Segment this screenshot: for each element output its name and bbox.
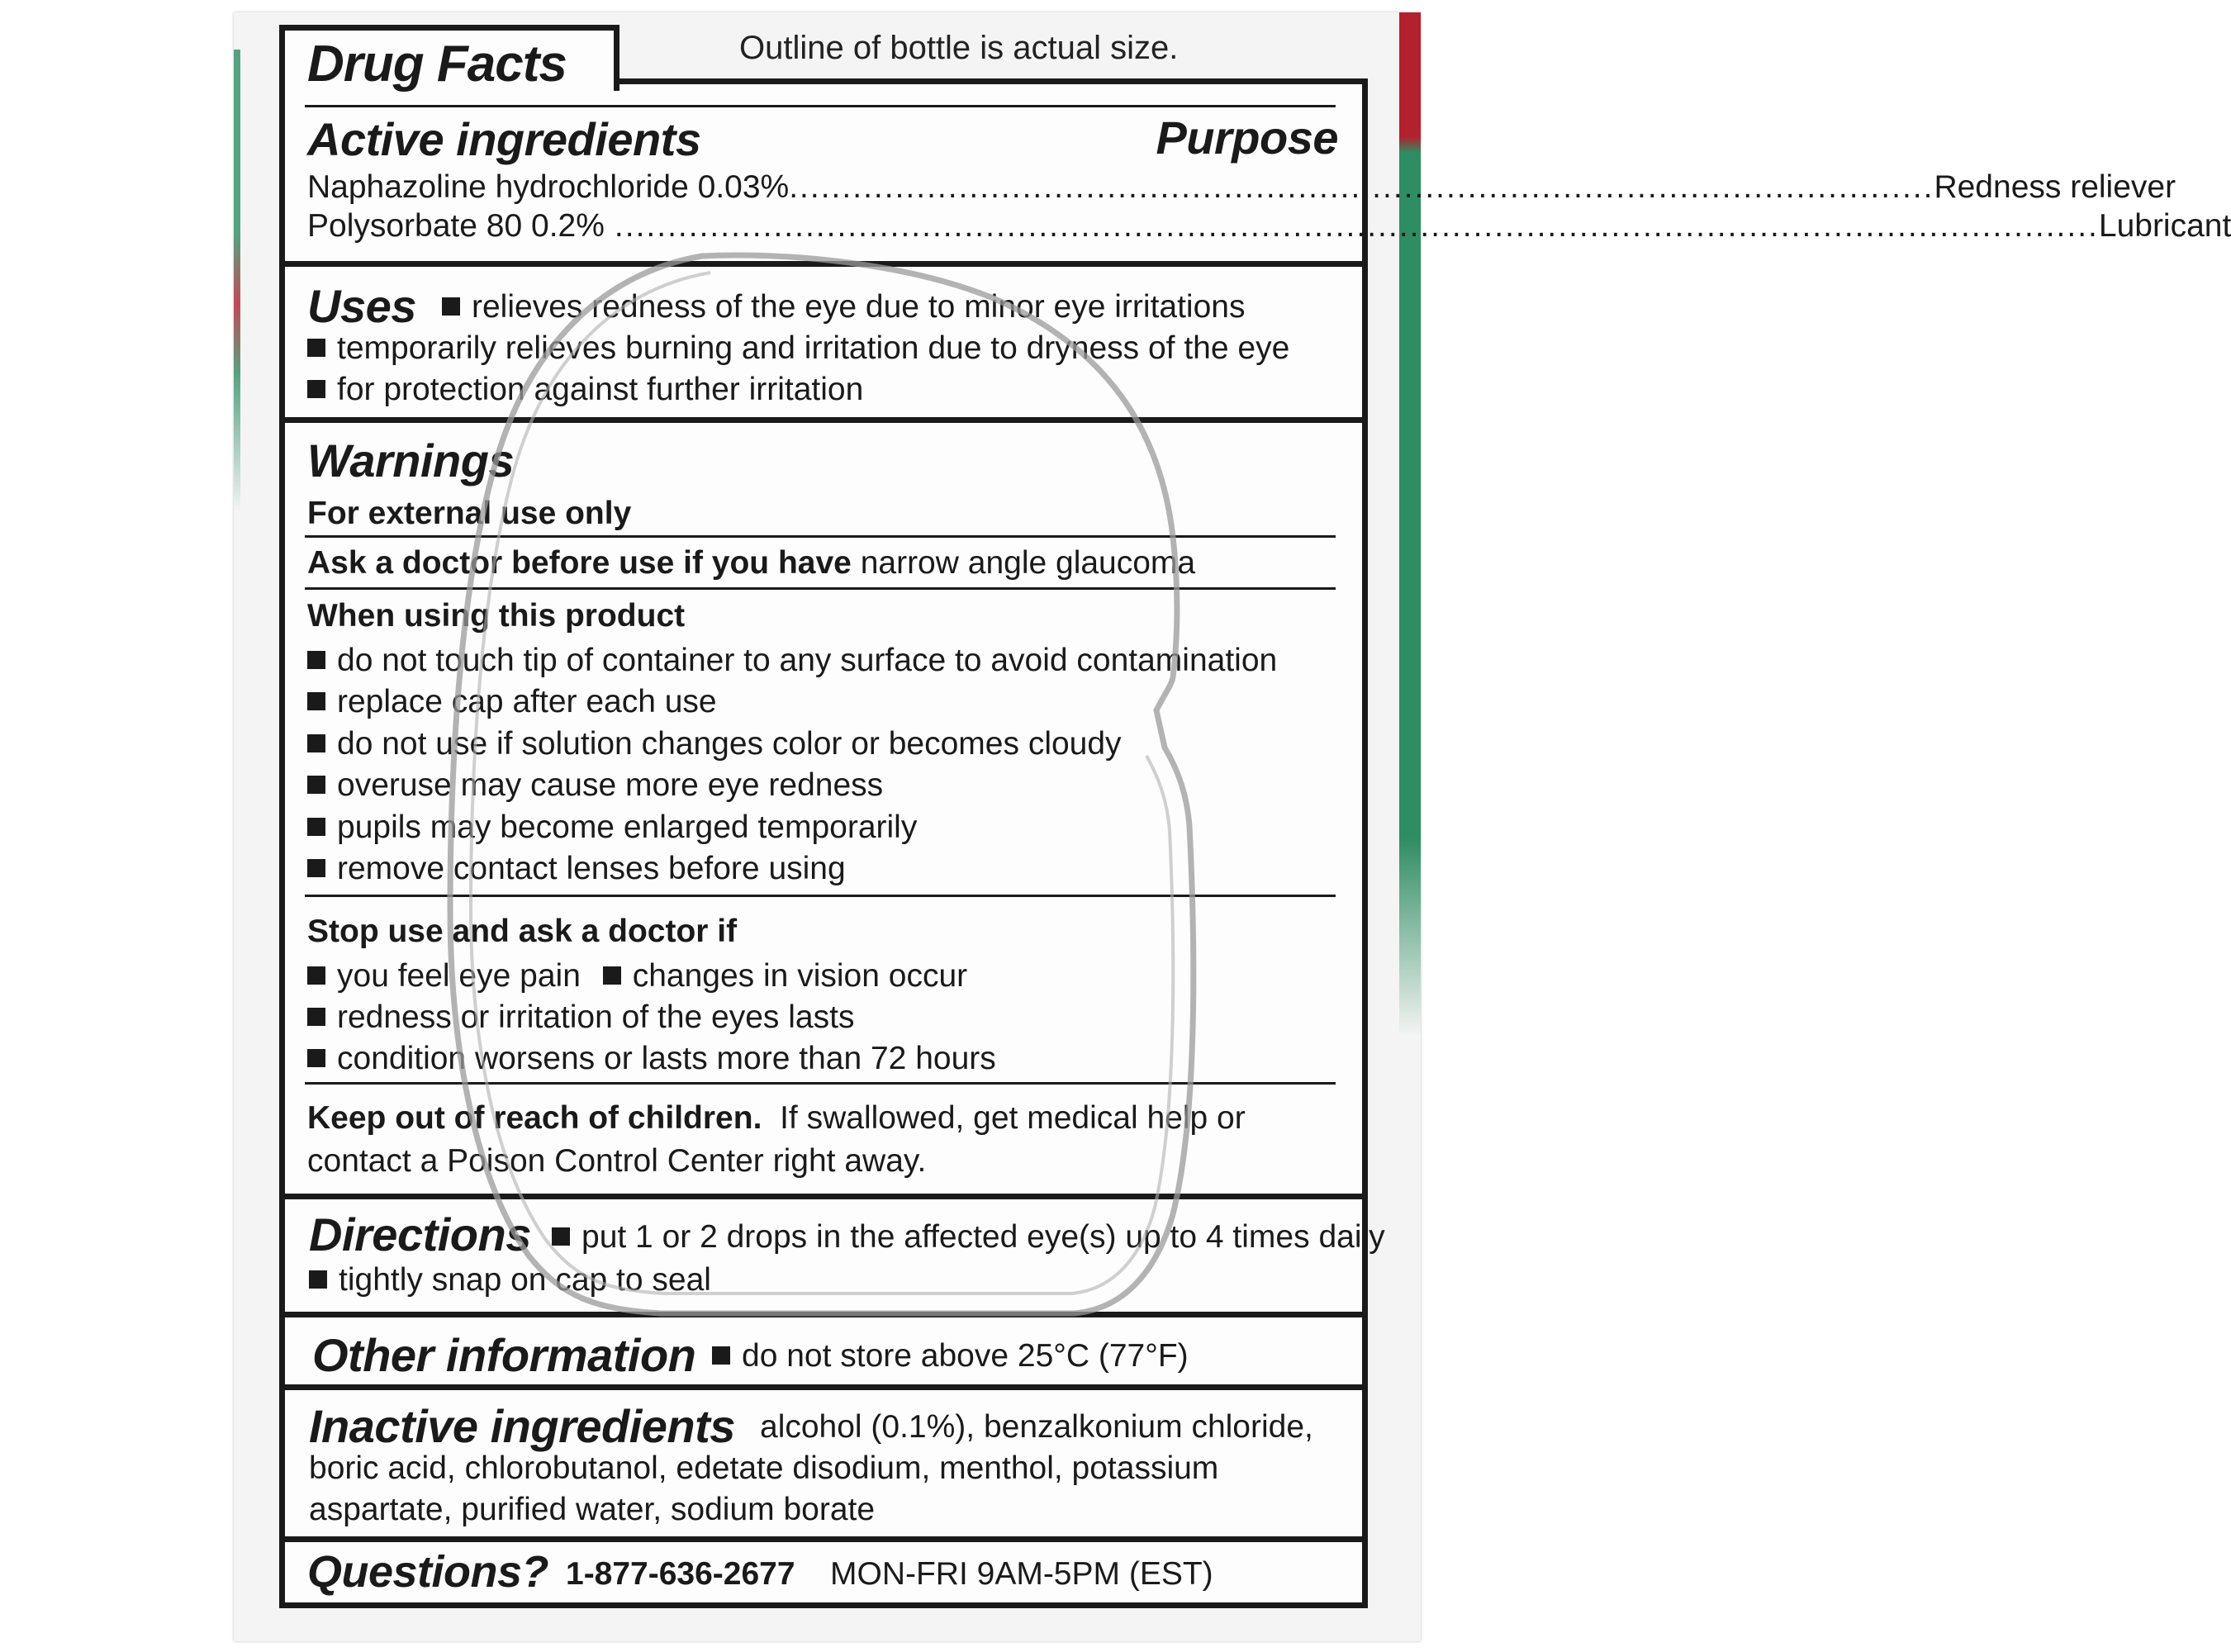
external-use-line: For external use only: [307, 496, 632, 531]
inactive-ingredients-heading: Inactive ingredients: [309, 1400, 735, 1452]
other-information-item: do not store above 25°C (77°F): [712, 1338, 1189, 1374]
stop-use-item: you feel eye pain changes in vision occur: [307, 958, 967, 995]
uses-heading: Uses: [307, 280, 416, 332]
section-divider: [279, 1384, 1368, 1390]
keep-out-line: Keep out of reach of children. If swallowed, get medical help or: [307, 1100, 1246, 1136]
dot-leader: ............................................................................................................................................: [614, 208, 2099, 244]
bullet-square-icon: [307, 859, 325, 877]
when-using-heading: When using this product: [307, 598, 686, 634]
active-ingredient-purpose: Redness reliever: [1934, 169, 2176, 205]
dot-leader: ............................................................................................................: [789, 169, 1934, 205]
section-divider: [279, 1194, 1368, 1199]
bullet-square-icon: [603, 966, 621, 985]
uses-item: for protection against further irritation: [307, 372, 863, 408]
section-divider: [279, 261, 1368, 267]
active-row-2: [307, 208, 2231, 244]
bullet-square-icon: [307, 1049, 325, 1067]
warnings-heading: Warnings: [307, 434, 515, 487]
when-using-item: do not use if solution changes color or becomes cloudy: [307, 726, 1122, 762]
questions-hours: MON-FRI 9AM-5PM (EST): [830, 1556, 1213, 1592]
directions-item: tightly snap on cap to seal: [309, 1262, 711, 1298]
other-information-heading: Other information: [312, 1329, 696, 1381]
package-left-color-strip: [234, 50, 240, 512]
bullet-square-icon: [307, 380, 325, 398]
when-using-item: do not touch tip of container to any surface to avoid contamination: [307, 643, 1277, 679]
bullet-square-icon: [309, 1270, 327, 1289]
section-divider: [279, 1312, 1368, 1317]
stop-use-heading: Stop use and ask a doctor if: [307, 914, 738, 949]
uses-item: relieves redness of the eye due to minor eye irritations: [442, 289, 1245, 325]
when-using-item: overuse may cause more eye redness: [307, 767, 883, 804]
questions-heading: Questions?: [307, 1547, 549, 1597]
uses-item: temporarily relieves burning and irritation due to dryness of the eye: [307, 330, 1289, 367]
active-ingredient-purpose: Lubricant: [2098, 208, 2231, 244]
bullet-square-icon: [712, 1346, 730, 1365]
active-row-1: [307, 169, 2176, 206]
questions-phone: 1-877-636-2677: [566, 1556, 795, 1592]
stop-use-item: condition worsens or lasts more than 72 hours: [307, 1041, 996, 1077]
keep-out-line-2: contact a Poison Control Center right away.: [307, 1143, 927, 1179]
active-ingredient-name: Polysorbate 80 0.2%: [307, 208, 605, 244]
outline-note: Outline of bottle is actual size.: [739, 30, 1179, 66]
bullet-square-icon: [307, 339, 325, 357]
bullet-square-icon: [307, 651, 325, 669]
inactive-ingredients-line: boric acid, chlorobutanol, edetate disodium, menthol, potassium: [309, 1450, 1219, 1486]
warnings-subrule: [305, 1082, 1336, 1085]
bullet-square-icon: [307, 734, 325, 752]
inactive-ingredients-line: aspartate, purified water, sodium borate: [309, 1492, 876, 1527]
warnings-subrule: [305, 535, 1336, 538]
when-using-item: remove contact lenses before using: [307, 851, 846, 887]
title-rule: [305, 105, 1336, 107]
section-divider: [279, 1536, 1368, 1542]
directions-item: put 1 or 2 drops in the affected eye(s) up to 4 times daily: [552, 1219, 1385, 1256]
active-ingredient-name: Naphazoline hydrochloride 0.03%: [307, 169, 790, 205]
bullet-square-icon: [307, 818, 325, 836]
inactive-ingredients-line: alcohol (0.1%), benzalkonium chloride,: [760, 1409, 1313, 1445]
stop-use-item: redness or irritation of the eyes lasts: [307, 999, 854, 1036]
section-divider: [279, 417, 1368, 423]
when-using-item: replace cap after each use: [307, 684, 717, 720]
bullet-square-icon: [307, 1008, 325, 1026]
bullet-square-icon: [307, 966, 325, 985]
bullet-square-icon: [307, 776, 325, 794]
purpose-heading: Purpose: [1156, 112, 1338, 164]
directions-heading: Directions: [309, 1208, 531, 1260]
active-ingredients-heading: Active ingredients: [307, 113, 701, 165]
when-using-item: pupils may become enlarged temporarily: [307, 809, 917, 846]
bullet-square-icon: [552, 1227, 570, 1246]
ask-doctor-line: Ask a doctor before use if you have narrow angle glaucoma: [307, 545, 1196, 581]
bullet-square-icon: [442, 297, 460, 316]
package-side-color-strip: [1399, 12, 1421, 1037]
drug-facts-title: Drug Facts: [307, 36, 567, 93]
warnings-subrule: [305, 587, 1336, 590]
bullet-square-icon: [307, 692, 325, 710]
warnings-subrule: [305, 895, 1336, 897]
